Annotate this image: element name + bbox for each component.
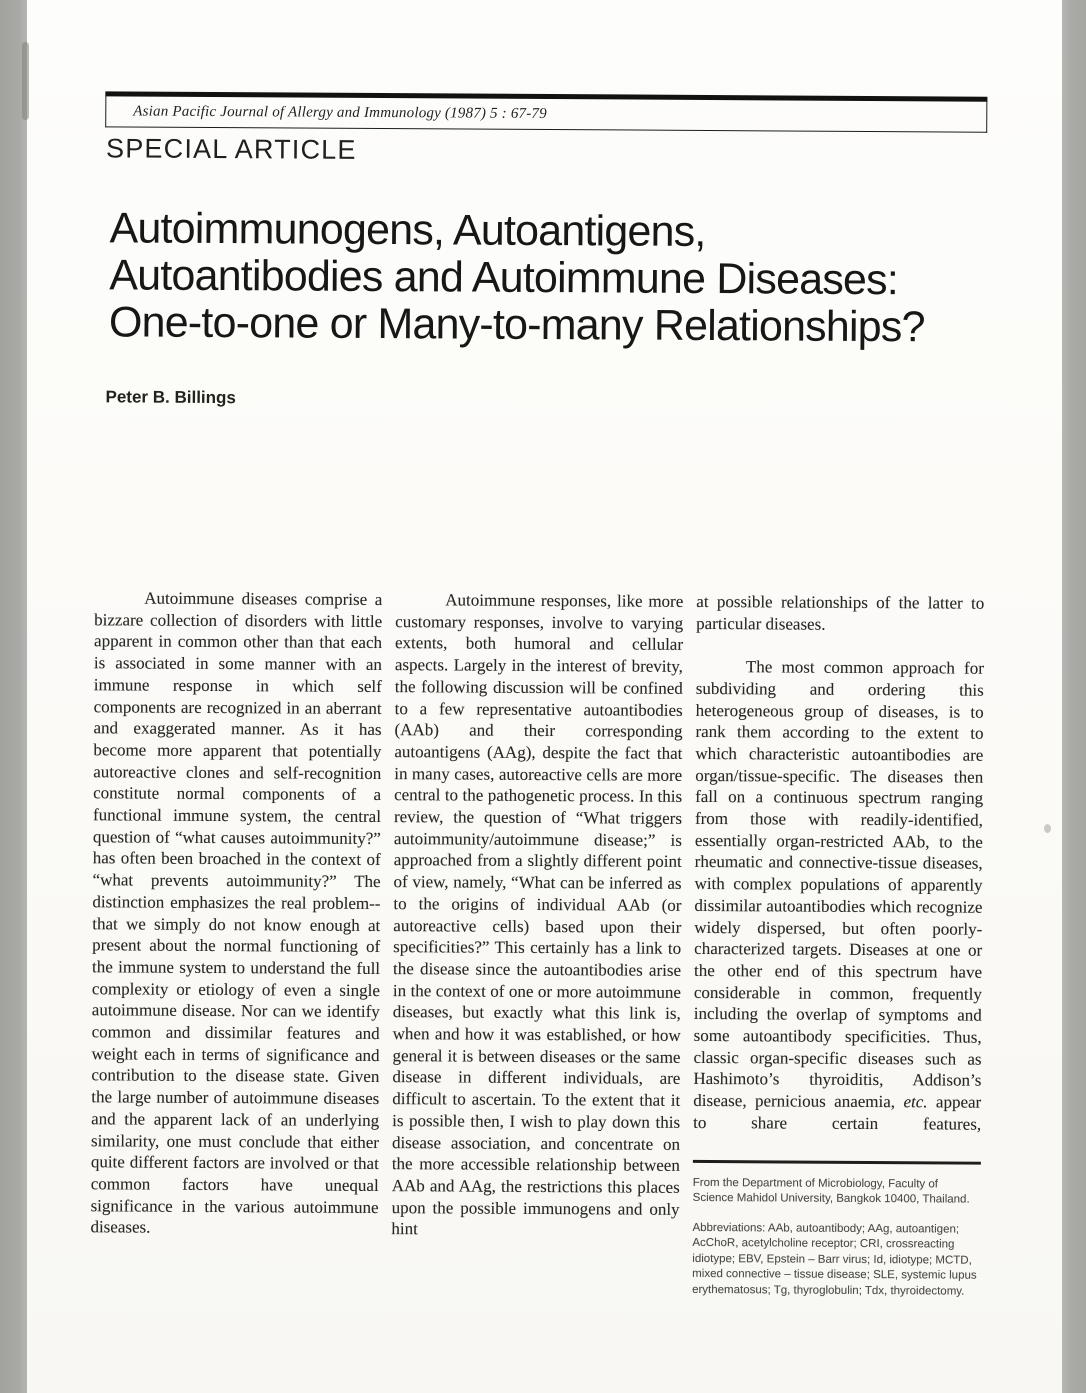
title-line-2: Autoantibodies and Autoimmune Diseases: [109,251,899,305]
etc-italic: etc. [903,1092,928,1112]
column3-paragraph-2-end: appear to share certain features, [693,1092,982,1134]
column3-paragraph-1: at possible relationships of the latter to particular diseases. [696,591,985,634]
author-name: Peter B. Billings [105,387,236,408]
body-columns [90,587,984,1311]
article-title [109,205,1010,351]
column-1 [90,587,382,1307]
abbreviations-footnote: Abbreviations: AAb, autoantibody; AAg, autoantigen; AcChoR, acetylcholine receptor; CRI, crossreacting idiotype; EBV, Epstein – Barr virus; Id, idiotype; MCTD, mixed connective – tissue disease; SLE, systemic lupus erythematosus; Tg, thyroglobulin; Tdx, thyroidectomy. [692,1221,977,1298]
section-label: SPECIAL ARTICLE [105,133,357,165]
column3-paragraph-2 [693,656,984,1135]
title-line-3: One-to-one or Many-to-many Relationships? [108,298,925,352]
title-line-1: Autoimmunogens, Autoantigens, [109,204,706,256]
footnote-rule [693,1159,981,1164]
journal-header-box [105,91,987,132]
journal-citation: Asian Pacific Journal of Allergy and Immunology (1987) 5 : 67-79 [133,102,547,122]
column-2 [391,589,683,1309]
column2-paragraph: Autoimmune responses, like more customary responses, involve to varying extents, both humoral and cellular aspects. Largely in the interest of brevity, the following discussion will be confined to a few representative autoantibodies (AAb) and their corresponding autoantigens (AAg), despite the fact that in many cases, autoreactive cells are more central to the pathogenetic process. In this review, the question of “What triggers autoimmunity/autoimmune disease;” is approached from a slightly different point of view, namely, “What can be inferred as to the origins of individual AAb (or autoreactive cells) based upon their specificities?” This certainly has a link to the disease since the autoantibodies arise in the context of one or more autoimmune diseases, but exactly what this link is, when and how it was established, or how general it is between diseases or the same disease in different individuals, are difficult to ascertain. To the extent that it is possible then, I wish to play down this disease association, and concentrate on the more accessible relationship between AAb and AAg, the restrictions this places upon the possible immunogens and only hint [391,590,684,1239]
column1-paragraph: Autoimmune diseases comprise a bizzare collection of disorders with little apparent in common other than that each is associated in some manner with an immune response in which self components are recognized in an aberrant and exaggerated manner. As it has become more apparent that potentially autoreactive clones and self-recognition constitute normal components of a functional immune system, the central question of “what causes autoimmunity?” has often been broached in the context of “what prevents autoimmunity?” The distinction emphasizes the real problem--that we simply do not know enough at present about the normal functioning of the immune system to understand the full complexity or etiology of even a single autoimmune disease. Nor can we identify common and dissimilar features and weight each in terms of significance and contribution to the disease state. Given the large number of autoimmune diseases and the apparent lack of an underlying similarity, one must conclude that either quite different factors are involved or that common factors have unequal significance in the various autoimmune diseases. [90,588,383,1238]
column3-paragraph-2-text: The most common approach for subdividing and ordering this heterogeneous group of diseases, is to rank them according to the extent to which characteristic autoantibodies are organ/tissue-specific. The diseases then fall on a continuous spectrum ranging from those with readily-identified, essentially organ-restricted AAb, to the rheumatic and connective-tissue diseases, with complex populations of apparently dissimilar autoantibodies which recognize widely dispersed, but often poorly-characterized targets. Diseases at one or the other end of this spectrum have considerable in common, frequently including the overlap of symptoms and some autoantibody specificities. Thus, classic organ-specific diseases such as Hashimoto’s thyroiditis, Addison’s disease, pernicious anaemia, [693,657,984,1112]
column-3 [692,591,984,1311]
affiliation-footnote: From the Department of Microbiology, Faculty of Science Mahidol University, Bangkok 10400, Thailand. [692,1176,970,1206]
